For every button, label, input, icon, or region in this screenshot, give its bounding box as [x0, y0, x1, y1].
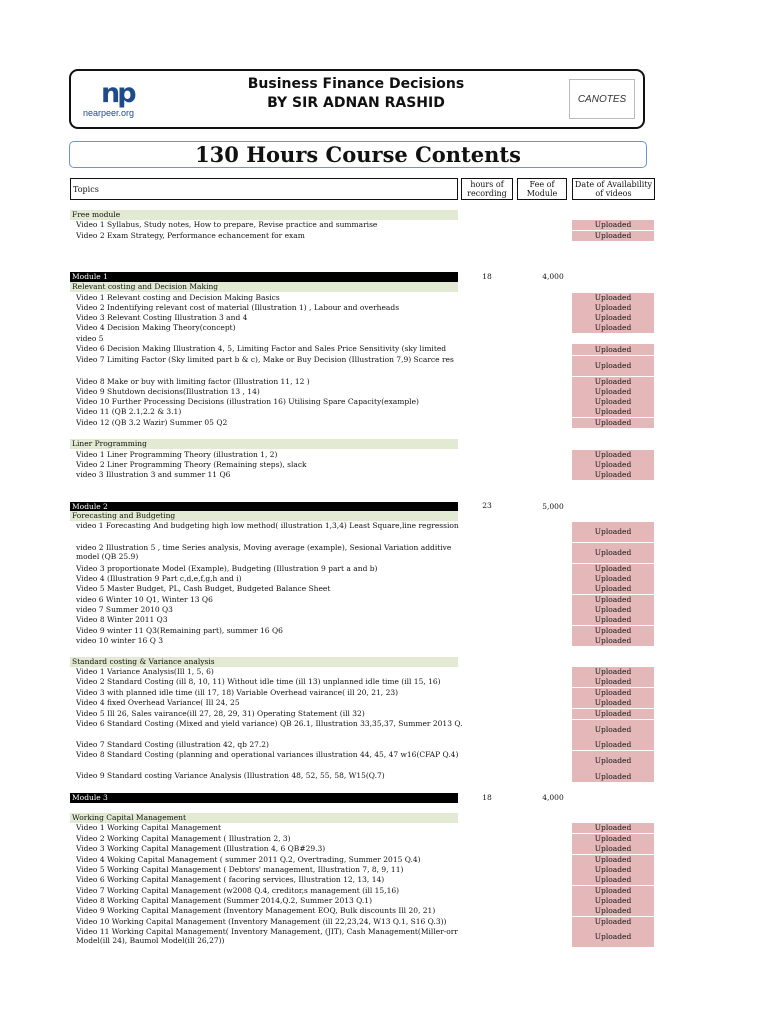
table-row: Video 1 Syllabus, Study notes, How to prepare, Revise practice and summarise [76, 220, 378, 229]
table-row: video 3 Illustration 3 and summer 11 Q6 [76, 470, 231, 479]
table-row: Video 9 winter 11 Q3(Remaining part), summer 16 Q6 [76, 626, 283, 635]
table-row: Video 11 (QB 2.1,2.2 & 3.1) [76, 407, 182, 416]
status-badge: Uploaded [572, 574, 654, 584]
status-badge: Uploaded [572, 886, 654, 896]
table-row: Video 2 Standard Costing (ill 8, 10, 11) Without idle time (ill 13) unplanned idle time (ill 15, 16) [76, 677, 441, 686]
table-row: Video 5 Working Capital Management ( Debtors' management, Illustration 7, 8, 9, 11) [76, 865, 404, 874]
table-row: Video 8 Make or buy with limiting factor (Illustration 11, 12 ) [76, 377, 310, 386]
table-row: Video 12 (QB 3.2 Wazir) Summer 05 Q2 [76, 418, 228, 427]
col-header-date: Date of Availability of videos [572, 178, 655, 200]
table-row: Video 10 Working Capital Management (Inventory Management (ill 22,23,24, W13 Q.1, S16 Q.3)) [76, 917, 447, 926]
table-row: video 6 Winter 10 Q1, Winter 13 Q6 [76, 595, 213, 604]
table-row: Video 5 Ill 26, Sales vairance(ill 27, 28, 29, 31) Operating Statement (ill 32) [76, 709, 365, 718]
table-row: Video 8 Working Capital Management (Summer 2014,Q.2, Summer 2013 Q.1) [76, 896, 373, 905]
table-row: Video 1 Liner Programming Theory (illustration 1, 2) [76, 450, 278, 459]
status-badge: Uploaded [572, 543, 654, 563]
table-row: Video 2 Exam Strategy, Performance echancement for exam [76, 231, 305, 240]
section-header: Relevant costing and Decision Making [70, 282, 458, 292]
status-badge: Uploaded [572, 293, 654, 303]
status-badge: Uploaded [572, 418, 654, 428]
col-header-hours: hours of recording [461, 178, 513, 200]
table-row: Video 4 (Illustration 9 Part c,d,e,f,g,h and i) [76, 574, 242, 583]
status-badge: Uploaded [572, 740, 654, 750]
table-row: Video 6 Decision Making Illustration 4, 5, Limiting Factor and Sales Price Sensitivity (sky limited [76, 344, 447, 353]
table-row: video 1 Forecasting And budgeting high low method( illustration 1,3,4) Least Square,line regression [76, 521, 459, 530]
status-badge: Uploaded [572, 751, 654, 771]
table-row: Video 7 Standard Costing (illustration 42, qb 27.2) [76, 740, 269, 749]
status-badge: Uploaded [572, 397, 654, 407]
table-row: Video 2 Indentifying relevant cost of material (Illustration 1) , Labour and overheads [76, 303, 400, 312]
status-badge: Uploaded [572, 927, 654, 947]
table-row: Video 1 Working Capital Management [76, 823, 222, 832]
section-header: Standard costing & Variance analysis [70, 657, 458, 667]
status-badge: Uploaded [572, 220, 654, 230]
table-row: Video 3 Relevant Costing Illustration 3 and 4 [76, 313, 248, 322]
table-row: Video 3 proportionate Model (Example), Budgeting (Illustration 9 part a and b) [76, 564, 378, 573]
table-row: video 10 winter 16 Q 3 [76, 636, 164, 645]
status-badge: Uploaded [572, 917, 654, 927]
section-header: Working Capital Management [70, 813, 458, 823]
status-badge: Uploaded [572, 636, 654, 646]
table-row: Video 3 with planned idle time (ill 17, 18) Variable Overhead vairance( ill 20, 21, 23) [76, 688, 399, 697]
table-row: Video 3 Working Capital Management (Illustration 4, 6 QB#29.3) [76, 844, 326, 853]
status-badge: Uploaded [572, 834, 654, 844]
page-title-box [69, 141, 647, 168]
document-header [69, 69, 645, 129]
status-badge: Uploaded [572, 667, 654, 677]
table-row: Video 9 Working Capital Management (Inventory Management EOQ, Bulk discounts Ill 20, 21) [76, 906, 436, 915]
status-badge: Uploaded [572, 564, 654, 574]
np-logo-icon: np [101, 78, 134, 109]
status-badge: Uploaded [572, 677, 654, 687]
status-badge: Uploaded [572, 522, 654, 542]
table-row: Video 7 Working Capital Management (w2008 Q.4, creditor,s management (ill 15,16) [76, 886, 400, 895]
module1-fee: 4,000 [542, 272, 564, 281]
status-badge: Uploaded [572, 450, 654, 460]
table-row: video 2 Illustration 5 , time Series analysis, Moving average (example), Sesional Variation additive model (QB 25.9) [76, 543, 452, 561]
status-badge: Uploaded [572, 709, 654, 719]
col-header-fee: Fee of Module [517, 178, 567, 200]
status-badge: Uploaded [572, 323, 654, 333]
table-row: video 7 Summer 2010 Q3 [76, 605, 173, 614]
status-badge: Uploaded [572, 387, 654, 397]
status-badge: Uploaded [572, 896, 654, 906]
status-badge: Uploaded [572, 356, 654, 376]
status-badge: Uploaded [572, 460, 654, 470]
section-header-free: Free module [70, 210, 458, 220]
status-badge: Uploaded [572, 855, 654, 865]
table-row: Video 8 Standard Costing (planning and operational variances illustration 44, 45, 47 w16(CFAP Q.4) [76, 750, 459, 759]
status-badge: Uploaded [572, 720, 654, 740]
table-row: Video 4 fixed Overhead Variance( Ill 24, 25 [76, 698, 240, 707]
status-badge: Uploaded [572, 771, 654, 782]
status-badge: Uploaded [572, 313, 654, 323]
table-row: Video 4 Woking Capital Management ( summer 2011 Q.2, Overtrading, Summer 2015 Q.4) [76, 855, 421, 864]
header-title [211, 75, 501, 113]
status-badge: Uploaded [572, 605, 654, 615]
canotes-logo: CANOTES [569, 79, 635, 119]
table-row: video 5 [76, 334, 104, 343]
module2-fee: 5,000 [542, 502, 564, 511]
table-row: Video 1 Relevant costing and Decision Making Basics [76, 293, 280, 302]
table-row: Video 8 Winter 2011 Q3 [76, 615, 168, 624]
status-badge: Uploaded [572, 377, 654, 387]
status-badge: Uploaded [572, 698, 654, 708]
status-badge: Uploaded [572, 344, 654, 355]
section-header: Forecasting and Budgeting [70, 511, 458, 521]
table-row: Video 11 Working Capital Management( Inventory Management, (JIT), Cash Management(Miller-orr Model(ill 24), Baumol Model(ill 26,27)) [76, 927, 458, 945]
status-badge: Uploaded [572, 906, 654, 916]
table-row: Video 7 Limiting Factor (Sky limited part b & c), Make or Buy Decision (Illustration 7,9) Scarce res [76, 355, 454, 364]
section-header: Liner Programming [70, 439, 458, 449]
status-badge: Uploaded [572, 688, 654, 698]
module-header-3: Module 3 [70, 793, 458, 803]
col-header-topics: Topics [70, 178, 458, 200]
status-badge: Uploaded [572, 584, 654, 594]
module3-fee: 4,000 [542, 793, 564, 802]
status-badge: Uploaded [572, 595, 654, 605]
module2-hours: 23 [482, 501, 492, 510]
module-header-1: Module 1 [70, 272, 458, 282]
status-badge: Uploaded [572, 844, 654, 854]
page-title: 130 Hours Course Contents [195, 142, 521, 167]
status-badge: Uploaded [572, 231, 654, 241]
table-row: Video 4 Decision Making Theory(concept) [76, 323, 236, 332]
table-row: Video 1 Variance Analysis(Ill 1, 5, 6) [76, 667, 214, 676]
header-title-line2: BY SIR ADNAN RASHID [267, 95, 445, 111]
table-row: Video 5 Master Budget, PL, Cash Budget, Budgeted Balance Sheet [76, 584, 331, 593]
status-badge: Uploaded [572, 407, 654, 417]
logo-text: nearpeer.org [83, 108, 135, 118]
nearpeer-logo [83, 79, 153, 123]
module-header-2: Module 2 [70, 502, 458, 512]
status-badge: Uploaded [572, 615, 654, 625]
header-title-line1: Business Finance Decisions [247, 76, 465, 92]
table-row: Video 6 Working Capital Management ( facoring services, Illustration 12, 13, 14) [76, 875, 385, 884]
table-row: Video 6 Standard Costing (Mixed and yield variance) QB 26.1, Illustration 33,35,37, Summer 2013 Q. [76, 719, 463, 728]
table-row: Video 9 Standard costing Variance Analysis (Illustration 48, 52, 55, 58, W15(Q.7) [76, 771, 385, 780]
status-badge: Uploaded [572, 303, 654, 313]
table-row: Video 2 Working Capital Management ( Illustration 2, 3) [76, 834, 291, 843]
status-badge: Uploaded [572, 865, 654, 875]
status-badge: Uploaded [572, 470, 654, 480]
status-badge: Uploaded [572, 875, 654, 885]
table-row: Video 9 Shutdown decisions(Illustration 13 , 14) [76, 387, 260, 396]
module3-hours: 18 [482, 793, 492, 802]
table-row: Video 2 Liner Programming Theory (Remaining steps), slack [76, 460, 307, 469]
module1-hours: 18 [482, 272, 492, 281]
table-row: Video 10 Further Processing Decisions (illustration 16) Utilising Spare Capacity(example) [76, 397, 419, 406]
status-badge: Uploaded [572, 626, 654, 636]
status-badge: Uploaded [572, 823, 654, 833]
